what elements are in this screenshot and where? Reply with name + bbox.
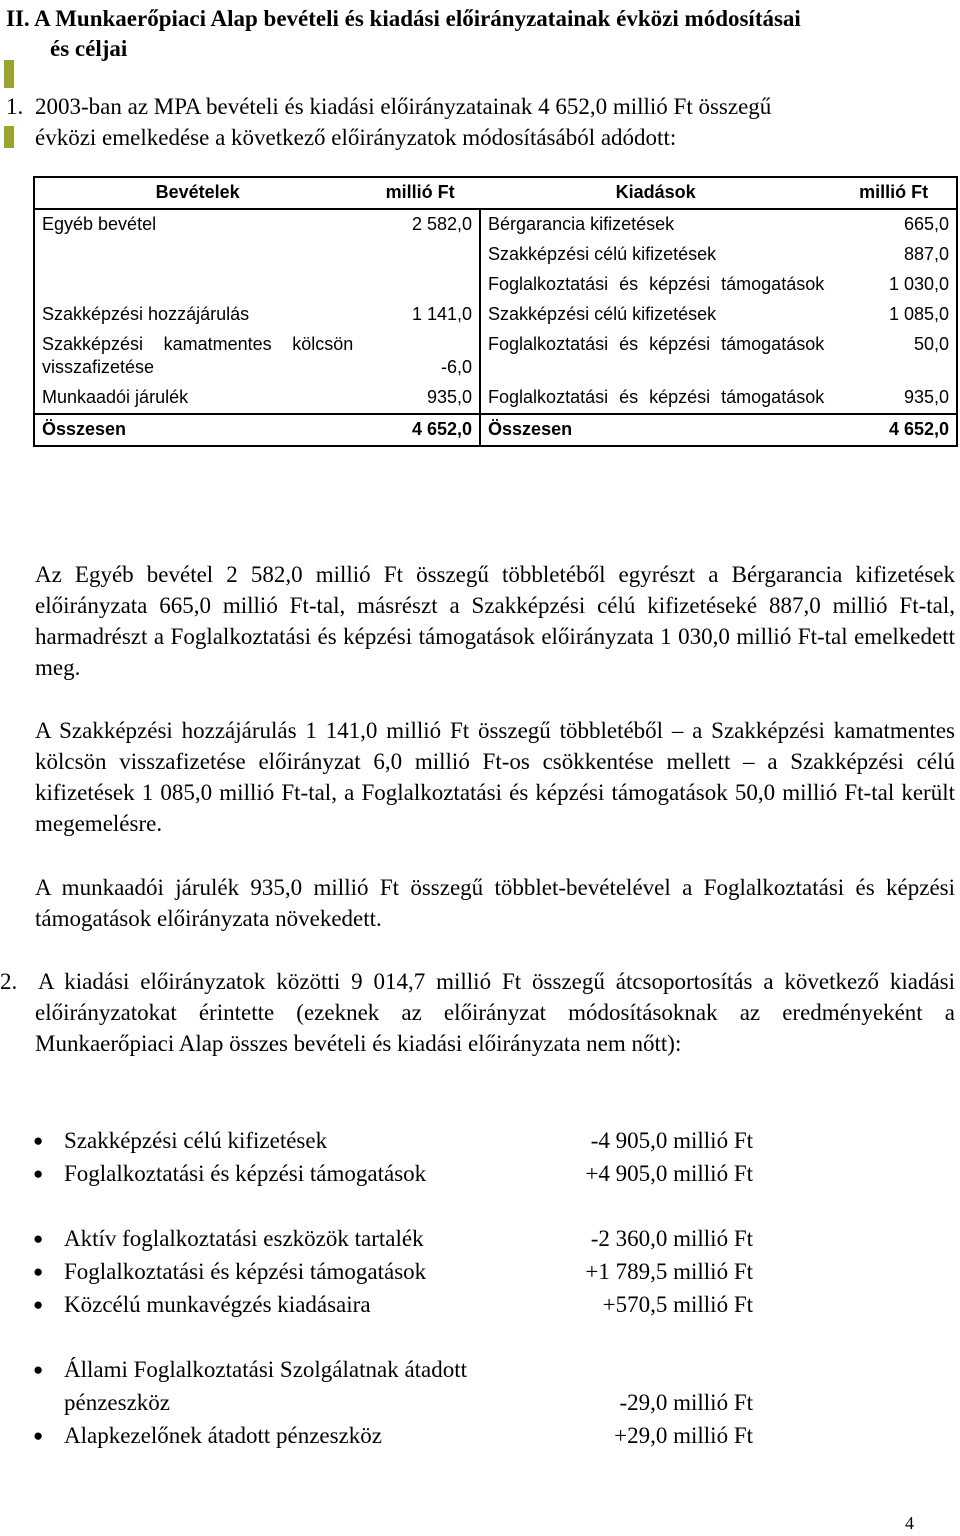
page-number: 4 [905, 1513, 914, 1533]
header-revenues: Bevételek [155, 182, 240, 202]
transfer-list-group-1 [33, 1124, 753, 1190]
item-value: -29,0 millió Ft [619, 1390, 753, 1415]
table-total-row [34, 414, 957, 446]
item-label: ● Szakképzési célú kifizetések [64, 1128, 328, 1153]
intro-line1: 2003-ban az MPA bevételi és kiadási előirányzatainak 4 652,0 millió Ft összegű [35, 94, 772, 119]
section-heading [6, 4, 956, 64]
expenditure-label: Szakképzési célú kifizetések [480, 240, 831, 270]
expenditure-label: Szakképzési célú kifizetések [480, 300, 831, 330]
list-item [33, 1419, 753, 1452]
list-item [33, 1157, 753, 1190]
expenditure-value: 1 085,0 [888, 304, 949, 324]
budget-table [33, 176, 958, 447]
list-item [33, 1222, 753, 1255]
transfer-list-group-3 [33, 1353, 753, 1452]
explanation-paragraph-1: Az Egyéb bevétel 2 582,0 millió Ft összegű többletéből egyrészt a Bérgarancia kifizetések előirányzata 665,0 millió Ft-tal, másrészt a Szakképzési célú kifizetéseké 887,0 millió Ft-tal, harmadrészt a Foglalkoztatási és képzési támogatások előirányzata 1 030,0 millió Ft-tal emelkedett meg. [35, 562, 955, 680]
table-row [34, 240, 957, 270]
header-expenditure-unit: millió Ft [859, 182, 929, 202]
margin-change-marker [4, 60, 14, 88]
expenditure-value: 887,0 [903, 244, 949, 264]
transfer-paragraph [0, 966, 955, 1059]
item-value: -4 905,0 millió Ft [590, 1128, 753, 1153]
list-item [33, 1124, 753, 1157]
item-label: ● Alapkezelőnek átadott pénzeszköz [64, 1423, 383, 1448]
header-revenue-unit: millió Ft [385, 182, 455, 202]
revenue-total-value: 4 652,0 [360, 414, 480, 446]
table-row [34, 383, 957, 414]
revenue-label: Egyéb bevétel [34, 209, 360, 240]
expenditure-total-value: 4 652,0 [831, 414, 957, 446]
item-value: -2 360,0 millió Ft [590, 1226, 753, 1251]
revenue-label [34, 240, 360, 270]
expenditure-label: Foglalkoztatási és képzési támogatások [480, 270, 831, 300]
item-label: ● Foglalkoztatási és képzési támogatások [64, 1161, 427, 1186]
expenditure-value: 935,0 [903, 387, 949, 407]
expenditure-total-label: Összesen [480, 414, 831, 446]
item-label: ● Állami Foglalkoztatási Szolgálatnak átadott pénzeszköz [64, 1357, 468, 1415]
revenue-total-label: Összesen [34, 414, 360, 446]
list-item [33, 1353, 753, 1419]
section-heading-line2: és céljai [50, 36, 128, 61]
section-heading-line1: II. A Munkaerőpiaci Alap bevételi és kiadási előirányzatainak évközi módosításai [6, 6, 801, 31]
revenue-value: -6,0 [441, 357, 473, 377]
item-value: +29,0 millió Ft [614, 1423, 753, 1448]
intro-paragraph [6, 91, 926, 153]
item-value: +570,5 millió Ft [602, 1292, 753, 1317]
item-label: ● Közcélú munkavégzés kiadásaira [64, 1292, 371, 1317]
table-header-row [34, 177, 957, 209]
list-item [33, 1255, 753, 1288]
revenue-label [34, 270, 360, 300]
list-item [33, 1288, 753, 1321]
revenue-value: 2 582,0 [360, 209, 480, 240]
expenditure-value: 50,0 [913, 334, 949, 354]
intro-number: 1. [6, 94, 24, 119]
explanation-paragraph-3: A munkaadói járulék 935,0 millió Ft összegű többlet-bevételével a Foglalkoztatási és képzési támogatások előirányzata növekedett. [35, 875, 955, 931]
revenue-value [360, 240, 480, 270]
item-value: +4 905,0 millió Ft [585, 1161, 753, 1186]
revenue-label: Munkaadói járulék [42, 387, 189, 407]
revenue-value: 1 141,0 [411, 304, 473, 324]
expenditure-label: Foglalkoztatási és képzési támogatások [480, 383, 831, 414]
item-label: ● Foglalkoztatási és képzési támogatások [64, 1259, 427, 1284]
expenditure-value: 665,0 [831, 209, 957, 240]
transfer-number: 2. [0, 969, 18, 994]
item-value: +1 789,5 millió Ft [585, 1259, 753, 1284]
table-row [34, 209, 957, 240]
revenue-label: Szakképzési kamatmentes kölcsön visszafizetése [42, 334, 354, 377]
expenditure-label: Foglalkoztatási és képzési támogatások [480, 330, 831, 383]
revenue-value: 935,0 [426, 387, 473, 407]
explanation-paragraph-2: A Szakképzési hozzájárulás 1 141,0 millió Ft összegű többletéből – a Szakképzési kamatmentes kölcsön visszafizetése előirányzat 6,0 millió Ft-os csökkentése mellett – a Szakképzési célú kifizetések 1 085,0 millió Ft-tal, a Foglalkoztatási és képzési támogatások 50,0 millió Ft-tal került megemelésre. [35, 718, 955, 836]
intro-line2: évközi emelkedése a következő előirányzatok módosításából adódott: [35, 125, 677, 150]
expenditure-label: Bérgarancia kifizetések [480, 209, 831, 240]
transfer-text: A kiadási előirányzatok közötti 9 014,7 millió Ft összegű átcsoportosítás a következő kiadási előirányzatokat érintette (ezeknek az előirányzat módosításoknak az eredményeként a Munkaerőpiaci Alap összes bevételi és kiadási előirányzata nem nőtt): [35, 969, 955, 1056]
revenue-label: Szakképzési hozzájárulás [42, 304, 250, 324]
item-label: ● Aktív foglalkoztatási eszközök tartalék [64, 1226, 424, 1251]
transfer-list-group-2 [33, 1222, 753, 1321]
expenditure-value: 1 030,0 [888, 274, 949, 294]
revenue-value [360, 270, 480, 300]
table-row [34, 270, 957, 300]
table-row [34, 300, 957, 330]
header-expenditures: Kiadások [615, 182, 696, 202]
table-row [34, 330, 957, 383]
